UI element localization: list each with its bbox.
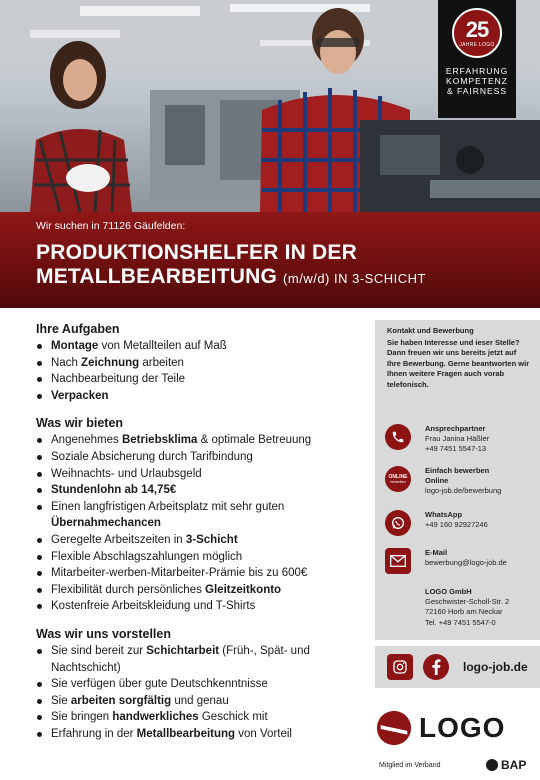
hero-photo [0,0,540,212]
list-item-text: Gleitzeitkonto [205,583,282,596]
mail-icon [385,548,411,574]
list-item [36,709,358,726]
badge-number: 25 [465,16,489,42]
list-item [36,338,358,355]
bap-mark-icon [486,759,498,771]
badge-line-3: & FAIRNESS [446,86,508,96]
list-item-text: Übernahmechancen [51,517,161,530]
list-item-text: Erfahrung in der [51,727,137,740]
list-item-text: Zeichnung [81,356,140,369]
online-icon-text: ONLINE [388,474,408,480]
job-description [36,322,358,754]
online-apply-icon [385,466,411,492]
online-line2: Online [425,476,449,486]
section-title-aufgaben: Ihre Aufgaben [36,322,120,336]
list-item-text: und genau [171,694,229,707]
online-url[interactable]: logo-job.de/bewerbung [425,486,502,496]
list-item-text: Geregelte Arbeitszeiten in [51,533,186,546]
company-phone: Tel. +49 7451 5547-0 [425,617,496,627]
location-intro: Wir suchen in 71126 Gäufelden: [36,220,186,232]
logo-wordmark: LOGO [419,712,506,743]
vorstellen-list [36,643,358,743]
phone-number[interactable]: +49 7451 5547-13 [425,444,487,454]
list-item-text: arbeiten sorgfältig [70,694,172,707]
online-text [425,466,501,497]
list-item [36,355,358,372]
list-item [36,693,358,710]
section-title-bieten: Was wir bieten [36,416,124,431]
list-item-text: Flexibilität durch persönliches [51,583,206,596]
list-item-text: Kostenfreie Arbeitskleidung und T-Shirts [51,600,256,613]
website-link[interactable]: logo-job.de [463,660,528,674]
anniversary-circle [452,8,502,58]
list-item-text: (Früh-, Spät- und Nachtschicht) [51,644,310,674]
contact-person: Frau Janina Häßler [425,434,490,444]
list-item-text: von Vorteil [235,727,292,740]
job-title-main: METALLBEARBEITUNG [36,265,277,288]
aufgaben-list [36,338,358,404]
list-item-text: Metallbearbeitung [136,727,236,740]
company-logo [375,706,535,750]
badge-sub: JAHRE LOGO [459,41,495,48]
list-item [36,371,358,388]
contact-heading: Kontakt und Bewerbung [387,326,474,335]
facebook-icon[interactable] [423,654,449,680]
anniversary-badge [438,0,516,118]
company-street: Geschwister-Scholl-Str. 2 [425,597,510,607]
list-item [36,598,358,615]
company-address [425,587,509,628]
list-item [36,676,358,693]
list-item [36,466,358,483]
online-label: Einfach bewerben [425,466,490,475]
list-item-text: Sie [51,694,71,707]
list-item [36,432,358,449]
list-item-text: Sie verfügen über gute Deutschkenntnisse [51,678,268,691]
contact-sidebar [375,320,540,640]
list-item [36,532,358,549]
list-item-text: Einen langfristigen Arbeitsplatz mit sehr guten [51,500,285,513]
list-item [36,449,358,466]
section-title-vorstellen: Was wir uns vorstellen [36,626,171,641]
job-title-line-1: PRODUKTIONSHELFER IN DER [36,241,357,264]
list-item [36,726,358,743]
social-bar [375,646,540,688]
list-item-text: arbeiten [139,356,184,369]
list-item-text: Betriebsklima [121,434,198,447]
phone-icon [385,424,411,450]
bieten-list [36,432,358,615]
list-item-text: von Metallteilen auf Maß [98,340,227,352]
phone-label: Ansprechpartner [425,424,486,433]
whatsapp-number[interactable]: +49 160 92927246 [425,520,488,530]
online-icon-sub: bewerben [390,480,406,484]
list-item [36,549,358,566]
list-item-text: Geschick mit [198,711,268,724]
list-item-text: der Teile [138,373,186,386]
company-name: LOGO GmbH [425,587,472,596]
whatsapp-label: WhatsApp [425,510,463,519]
email-label: E-Mail [425,548,448,557]
list-item-text: Montage [51,340,99,352]
list-item [36,582,358,599]
bap-logo [486,758,526,772]
list-item-text: Weihnachts- und Urlaubsgeld [51,467,202,480]
list-item [36,643,358,676]
bap-text: BAP [501,758,527,772]
list-item [36,565,358,582]
contact-email[interactable] [385,548,507,574]
badge-lines [446,66,508,96]
list-item-text: handwerkliches [112,711,199,724]
list-item-text: Soziale Absicherung durch Tarifbindung [51,450,253,463]
list-item-text: Schichtarbeit [146,644,220,657]
title-band [0,212,540,308]
list-item-text: Stundenlohn ab 14,75€ [51,484,177,497]
list-item-text: Nachbearbeitung [51,373,139,386]
list-item-text: Verpacken [51,389,109,402]
whatsapp-text [425,510,488,530]
badge-line-1: ERFAHRUNG [445,66,509,76]
list-item-text: Angenehmes [51,434,122,447]
email-text [425,548,507,568]
list-item-text: Sie sind bereit zur [51,644,147,657]
list-item-text: & optimale Betreuung [197,434,312,447]
whatsapp-icon [385,510,411,536]
phone-text [425,424,489,455]
instagram-icon[interactable] [387,654,413,680]
list-item [36,388,358,405]
list-item-text: Flexible Abschlagszahlungen möglich [51,550,243,563]
badge-line-2: KOMPETENZ [446,76,508,86]
logo-mark-icon [375,709,413,747]
email-address[interactable]: bewerbung@logo-job.de [425,558,507,568]
list-item-text: Nach [51,356,82,369]
company-city: 72160 Horb am Neckar [425,607,503,617]
contact-whatsapp[interactable] [385,510,488,536]
contact-intro: Sie haben Interesse und ieser Stelle? Dann freuen wir uns bereits jetzt auf Ihre Bewerbung. Gerne beantworten wir Ihnen weitere Fragen auch vorab telefonisch. [387,337,530,389]
membership-note: Mitglied im Verband [379,762,441,769]
list-item-text: Mitarbeiter-werben-Mitarbeiter-Prämie bis zu 600€ [51,567,308,580]
job-title-line-2 [36,265,540,291]
job-title-suffix: (m/w/d) IN 3-SCHICHT [283,271,426,286]
list-item [36,499,358,532]
contact-online[interactable] [385,466,501,497]
list-item-text: 3-Schicht [185,533,238,546]
contact-phone[interactable] [385,424,489,455]
list-item [36,482,358,499]
list-item-text: Sie bringen [51,711,113,724]
